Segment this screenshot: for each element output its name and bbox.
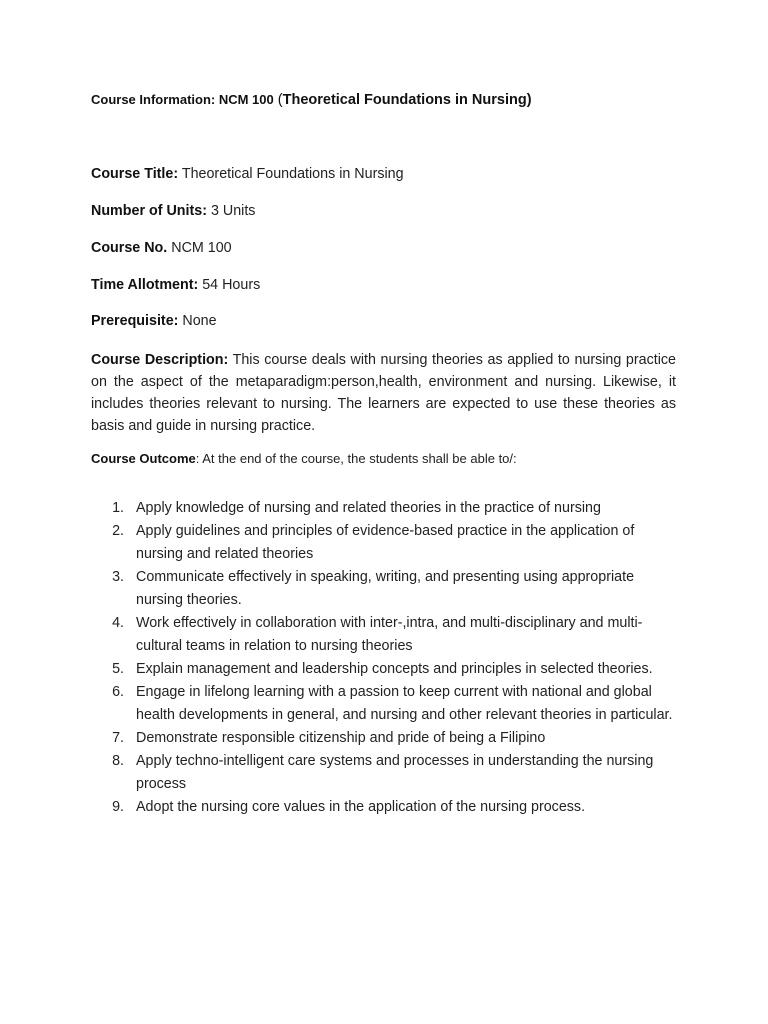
units-field — [91, 203, 255, 219]
list-item-number: 5. — [112, 661, 124, 677]
list-item — [106, 658, 678, 681]
list-item-text: Communicate effectively in speaking, writing, and presenting using appropriate nursing theories. — [136, 569, 635, 608]
prerequisite-value: None — [182, 313, 217, 329]
course-title-value: Theoretical Foundations in Nursing — [181, 166, 404, 182]
list-item-number: 3. — [112, 569, 124, 585]
list-item-number: 4. — [112, 615, 124, 631]
list-item — [106, 750, 678, 796]
list-item — [106, 612, 678, 658]
outcomes-list — [106, 497, 678, 819]
course-no-label: Course No. — [91, 240, 168, 256]
list-item — [106, 566, 678, 612]
list-item-number: 8. — [112, 753, 124, 769]
course-description-label: Course Description: — [91, 352, 229, 368]
course-title-label: Course Title: — [91, 166, 179, 182]
units-value: 3 Units — [210, 203, 256, 219]
prerequisite-field — [91, 313, 217, 329]
list-item-text: Apply techno-intelligent care systems and processes in understanding the nursing process — [136, 753, 654, 792]
time-allotment-value: 54 Hours — [202, 277, 261, 293]
list-item — [106, 796, 678, 819]
course-title-field — [91, 166, 404, 182]
list-item-number: 6. — [112, 684, 124, 700]
list-item-text: Demonstrate responsible citizenship and pride of being a Filipino — [136, 730, 546, 746]
list-item — [106, 520, 678, 566]
heading-title: Theoretical Foundations in Nursing) — [282, 92, 532, 108]
course-no-value: NCM 100 — [171, 240, 232, 256]
list-item-number: 7. — [112, 730, 124, 746]
list-item-number: 1. — [112, 500, 124, 516]
list-item-text: Apply guidelines and principles of evidence-based practice in the application of nursing and related theories — [136, 523, 635, 562]
list-item-text: Adopt the nursing core values in the application of the nursing process. — [136, 799, 586, 815]
list-item-number: 9. — [112, 799, 124, 815]
list-item — [106, 727, 678, 750]
course-no-field — [91, 240, 232, 256]
course-description — [91, 349, 676, 437]
course-description-text: This course deals with nursing theories as applied to nursing practice on the aspect of the metaparadigm:person,health, environment and nursing. Likewise, it includes theories relevant to nursing. The learners are expected to use these theories as basis and guide in nursing practice. — [91, 352, 676, 434]
course-information-heading — [91, 92, 532, 108]
course-outcome-label: Course Outcome — [91, 451, 196, 466]
units-label: Number of Units: — [91, 203, 207, 219]
list-item-text: Engage in lifelong learning with a passion to keep current with national and global health developments in general, and nursing and other relevant theories in particular. — [136, 684, 673, 723]
course-outcome-intro — [91, 451, 517, 466]
list-item-text: Work effectively in collaboration with inter-,intra, and multi-disciplinary and multi-cultural teams in relation to nursing theories — [136, 615, 643, 654]
time-allotment-field — [91, 277, 260, 293]
list-item — [106, 497, 678, 520]
list-item-text: Apply knowledge of nursing and related theories in the practice of nursing — [136, 500, 601, 516]
prerequisite-label: Prerequisite: — [91, 313, 179, 329]
list-item — [106, 681, 678, 727]
list-item-number: 2. — [112, 523, 124, 539]
list-item-text: Explain management and leadership concepts and principles in selected theories. — [136, 661, 653, 677]
heading-prefix: Course Information: NCM 100 — [91, 92, 274, 107]
course-outcome-text: : At the end of the course, the students shall be able to/: — [195, 451, 517, 466]
time-allotment-label: Time Allotment: — [91, 277, 199, 293]
heading-paren-open: ( — [273, 92, 283, 108]
